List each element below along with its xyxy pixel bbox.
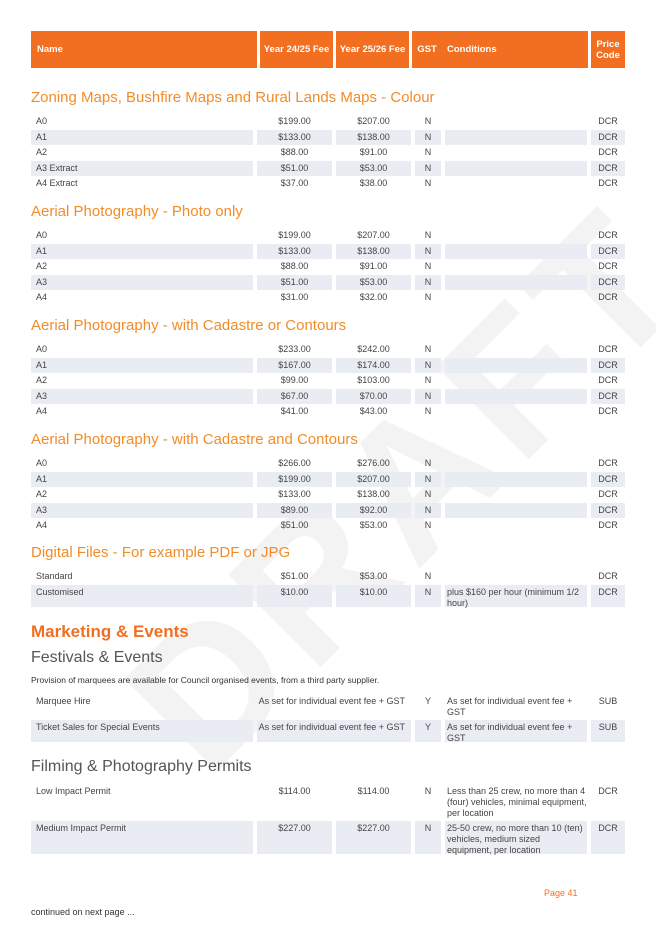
row-fee-24-25: $10.00 (257, 585, 332, 607)
subsection-title-festivals: Festivals & Events (31, 649, 163, 666)
row-price-code: DCR (598, 178, 618, 188)
row-conditions (445, 228, 587, 243)
page-heading-marketing-events: Marketing & Events (31, 622, 189, 641)
header-gst: GST (412, 31, 442, 68)
row-name: Ticket Sales for Special Events (31, 720, 253, 742)
row-conditions: As set for individual event fee + GST (447, 696, 573, 717)
row-price-code: DCR (598, 230, 618, 240)
header-year-25-26: Year 25/26 Fee (336, 31, 409, 68)
row-price-code: DCR (598, 520, 618, 530)
row-fee-24-25: $199.00 (257, 472, 332, 487)
row-gst: N (424, 786, 432, 796)
row-fee-25-26: $207.00 (357, 230, 390, 240)
row-name: A0 (36, 344, 48, 354)
row-gst: N (415, 130, 441, 145)
row-fee: As set for individual event fee + GST (257, 720, 411, 742)
table-row (31, 694, 625, 716)
table-row (31, 275, 625, 290)
header-name: Name (31, 31, 257, 68)
row-gst: N (424, 147, 432, 157)
row-fee-24-25: $99.00 (280, 375, 309, 385)
header-conditions: Conditions (442, 31, 588, 68)
row-price-code: DCR (598, 786, 618, 796)
row-fee-24-25: $89.00 (257, 503, 332, 518)
row-price-code: DCR (598, 147, 618, 157)
row-price-code: DCR (591, 244, 625, 259)
row-name: A1 (31, 472, 253, 487)
row-conditions: plus $160 per hour (minimum 1/2 hour) (445, 585, 587, 607)
header-year-24-25: Year 24/25 Fee (260, 31, 333, 68)
row-name: A3 (31, 503, 253, 518)
table-row (31, 503, 625, 518)
table-row (31, 404, 625, 419)
row-price-code: DCR (591, 472, 625, 487)
row-fee-25-26: $70.00 (336, 389, 411, 404)
row-name: Marquee Hire (36, 696, 91, 706)
row-name: A2 (36, 375, 48, 385)
row-fee-24-25: $133.00 (278, 489, 311, 499)
row-price-code: DCR (598, 292, 618, 302)
row-fee-24-25: $233.00 (278, 344, 311, 354)
row-fee-25-26: $53.00 (359, 520, 388, 530)
table-row (31, 585, 625, 607)
row-price-code: DCR (598, 261, 618, 271)
row-conditions (445, 244, 587, 259)
row-conditions (445, 342, 587, 357)
row-gst: N (424, 489, 432, 499)
row-fee-24-25: $41.00 (280, 406, 309, 416)
table-row (31, 259, 625, 274)
row-conditions (445, 145, 587, 160)
row-gst: N (424, 406, 432, 416)
row-name: Medium Impact Permit (31, 821, 253, 854)
row-fee-25-26: $53.00 (336, 275, 411, 290)
row-conditions: Less than 25 crew, no more than 4 (four) vehicles, minimal equipment, per location (447, 786, 587, 818)
row-name: A1 (31, 244, 253, 259)
row-fee-25-26: $114.00 (357, 786, 390, 796)
row-fee-24-25: $167.00 (257, 358, 332, 373)
row-conditions (445, 518, 587, 533)
row-conditions (445, 161, 587, 176)
table-row (31, 373, 625, 388)
row-gst: N (424, 375, 432, 385)
row-fee-25-26: $38.00 (359, 178, 388, 188)
row-conditions (445, 456, 587, 471)
row-fee-25-26: $207.00 (336, 472, 411, 487)
row-conditions (445, 290, 587, 305)
row-conditions (445, 176, 587, 191)
row-conditions (445, 358, 587, 373)
row-fee-24-25: $133.00 (257, 130, 332, 145)
table-row (31, 130, 625, 145)
table-row (31, 472, 625, 487)
row-fee-25-26: $276.00 (357, 458, 390, 468)
continued-note: continued on next page ... (31, 907, 135, 917)
header-price-code: Price Code (591, 31, 625, 68)
row-price-code: DCR (591, 161, 625, 176)
table-row (31, 161, 625, 176)
row-conditions (445, 503, 587, 518)
row-fee-24-25: $31.00 (280, 292, 309, 302)
row-name: A0 (36, 458, 48, 468)
table-row (31, 114, 625, 129)
row-price-code: DCR (591, 358, 625, 373)
row-conditions (445, 114, 587, 129)
row-price-code: DCR (591, 389, 625, 404)
row-gst: Y (424, 696, 431, 706)
row-price-code: DCR (598, 116, 618, 126)
row-name: A4 Extract (36, 178, 78, 188)
row-gst: N (415, 821, 441, 854)
row-gst: N (424, 571, 432, 581)
row-fee-24-25: $67.00 (257, 389, 332, 404)
table-row (31, 389, 625, 404)
table-row (31, 487, 625, 502)
row-conditions (445, 569, 587, 584)
row-gst: N (415, 161, 441, 176)
row-gst: N (415, 244, 441, 259)
row-name: Customised (31, 585, 253, 607)
section-title-aerial-photo-only: Aerial Photography - Photo only (31, 203, 243, 220)
row-fee-25-26: $138.00 (336, 244, 411, 259)
row-gst: N (415, 389, 441, 404)
table-row (31, 720, 625, 742)
row-conditions (445, 373, 587, 388)
row-name: A2 (36, 489, 48, 499)
row-gst: N (424, 344, 432, 354)
row-gst: N (424, 178, 432, 188)
row-price-code: DCR (591, 275, 625, 290)
row-fee-24-25: $114.00 (278, 786, 311, 796)
row-conditions (445, 259, 587, 274)
table-row (31, 244, 625, 259)
table-row (31, 518, 625, 533)
section-title-zoning-maps: Zoning Maps, Bushfire Maps and Rural Lands Maps - Colour (31, 89, 435, 106)
row-name: A1 (31, 358, 253, 373)
row-gst: N (424, 230, 432, 240)
row-fee-25-26: $227.00 (336, 821, 411, 854)
row-gst: N (415, 358, 441, 373)
section-title-aerial-cadastre-and-contours: Aerial Photography - with Cadastre and Contours (31, 431, 358, 448)
row-gst: N (424, 458, 432, 468)
row-price-code: DCR (598, 571, 618, 581)
row-conditions: 25-50 crew, no more than 10 (ten) vehicles, medium sized equipment, per location (445, 821, 587, 854)
row-name: A0 (36, 116, 48, 126)
row-gst: N (415, 503, 441, 518)
row-fee-25-26: $138.00 (357, 489, 390, 499)
row-gst: N (415, 472, 441, 487)
table-row (31, 569, 625, 584)
row-name: A3 (31, 275, 253, 290)
row-fee-25-26: $207.00 (357, 116, 390, 126)
row-fee-25-26: $92.00 (336, 503, 411, 518)
subsection-title-filming: Filming & Photography Permits (31, 758, 252, 775)
row-fee-24-25: $37.00 (280, 178, 309, 188)
row-price-code: DCR (598, 406, 618, 416)
row-name: Standard (36, 571, 73, 581)
row-gst: N (424, 292, 432, 302)
row-price-code: DCR (591, 585, 625, 607)
row-price-code: DCR (598, 375, 618, 385)
row-fee-25-26: $91.00 (359, 147, 388, 157)
row-conditions (445, 487, 587, 502)
row-price-code: SUB (591, 720, 625, 742)
row-fee-25-26: $174.00 (336, 358, 411, 373)
row-fee-24-25: $133.00 (257, 244, 332, 259)
row-price-code: DCR (591, 821, 625, 854)
row-gst: Y (415, 720, 441, 742)
row-name: A3 (31, 389, 253, 404)
row-fee-25-26: $32.00 (359, 292, 388, 302)
row-fee-24-25: $199.00 (278, 230, 311, 240)
row-conditions (445, 472, 587, 487)
row-conditions (445, 130, 587, 145)
row-conditions (445, 389, 587, 404)
table-row (31, 145, 625, 160)
section-title-digital-files: Digital Files - For example PDF or JPG (31, 544, 291, 561)
table-row (31, 821, 625, 854)
row-gst: N (424, 261, 432, 271)
row-price-code: DCR (591, 503, 625, 518)
row-fee-25-26: $10.00 (336, 585, 411, 607)
row-gst: N (415, 585, 441, 607)
row-fee-24-25: $51.00 (257, 161, 332, 176)
row-price-code: DCR (591, 130, 625, 145)
row-name: Low Impact Permit (36, 786, 111, 796)
row-name: A1 (31, 130, 253, 145)
table-row (31, 358, 625, 373)
row-fee-24-25: $199.00 (278, 116, 311, 126)
row-fee-25-26: $138.00 (336, 130, 411, 145)
row-name: A2 (36, 261, 48, 271)
table-row (31, 290, 625, 305)
row-conditions: As set for individual event fee + GST (445, 720, 587, 742)
row-fee-24-25: $88.00 (280, 147, 309, 157)
row-fee-25-26: $53.00 (359, 571, 388, 581)
table-row (31, 228, 625, 243)
row-fee-24-25: $51.00 (280, 520, 309, 530)
row-conditions (445, 275, 587, 290)
row-fee-25-26: $91.00 (359, 261, 388, 271)
row-fee-24-25: $51.00 (257, 275, 332, 290)
row-name: A4 (36, 292, 48, 302)
row-name: A4 (36, 520, 48, 530)
row-name: A3 Extract (31, 161, 253, 176)
row-price-code: DCR (598, 489, 618, 499)
row-name: A2 (36, 147, 48, 157)
table-row (31, 456, 625, 471)
row-fee-24-25: $227.00 (257, 821, 332, 854)
row-gst: N (424, 520, 432, 530)
row-fee-25-26: $103.00 (357, 375, 390, 385)
page-number: Page 41 (544, 888, 578, 898)
row-gst: N (415, 275, 441, 290)
row-fee-24-25: $266.00 (278, 458, 311, 468)
section-title-aerial-cadastre-or-contours: Aerial Photography - with Cadastre or Contours (31, 317, 347, 334)
row-fee-24-25: $88.00 (280, 261, 309, 271)
row-conditions (445, 404, 587, 419)
table-row (31, 342, 625, 357)
row-price-code: DCR (598, 458, 618, 468)
row-price-code: SUB (598, 696, 618, 706)
row-fee-25-26: $53.00 (336, 161, 411, 176)
row-name: A4 (36, 406, 48, 416)
table-row (31, 176, 625, 191)
row-fee-25-26: $43.00 (359, 406, 388, 416)
row-price-code: DCR (598, 344, 618, 354)
row-fee-25-26: $242.00 (357, 344, 390, 354)
row-fee: As set for individual event fee + GST (258, 696, 405, 706)
table-row (31, 784, 625, 817)
row-name: A0 (36, 230, 48, 240)
row-gst: N (424, 116, 432, 126)
festivals-intro: Provision of marquees are available for Council organised events, from a third party supplier. (31, 675, 380, 685)
row-fee-24-25: $51.00 (280, 571, 309, 581)
